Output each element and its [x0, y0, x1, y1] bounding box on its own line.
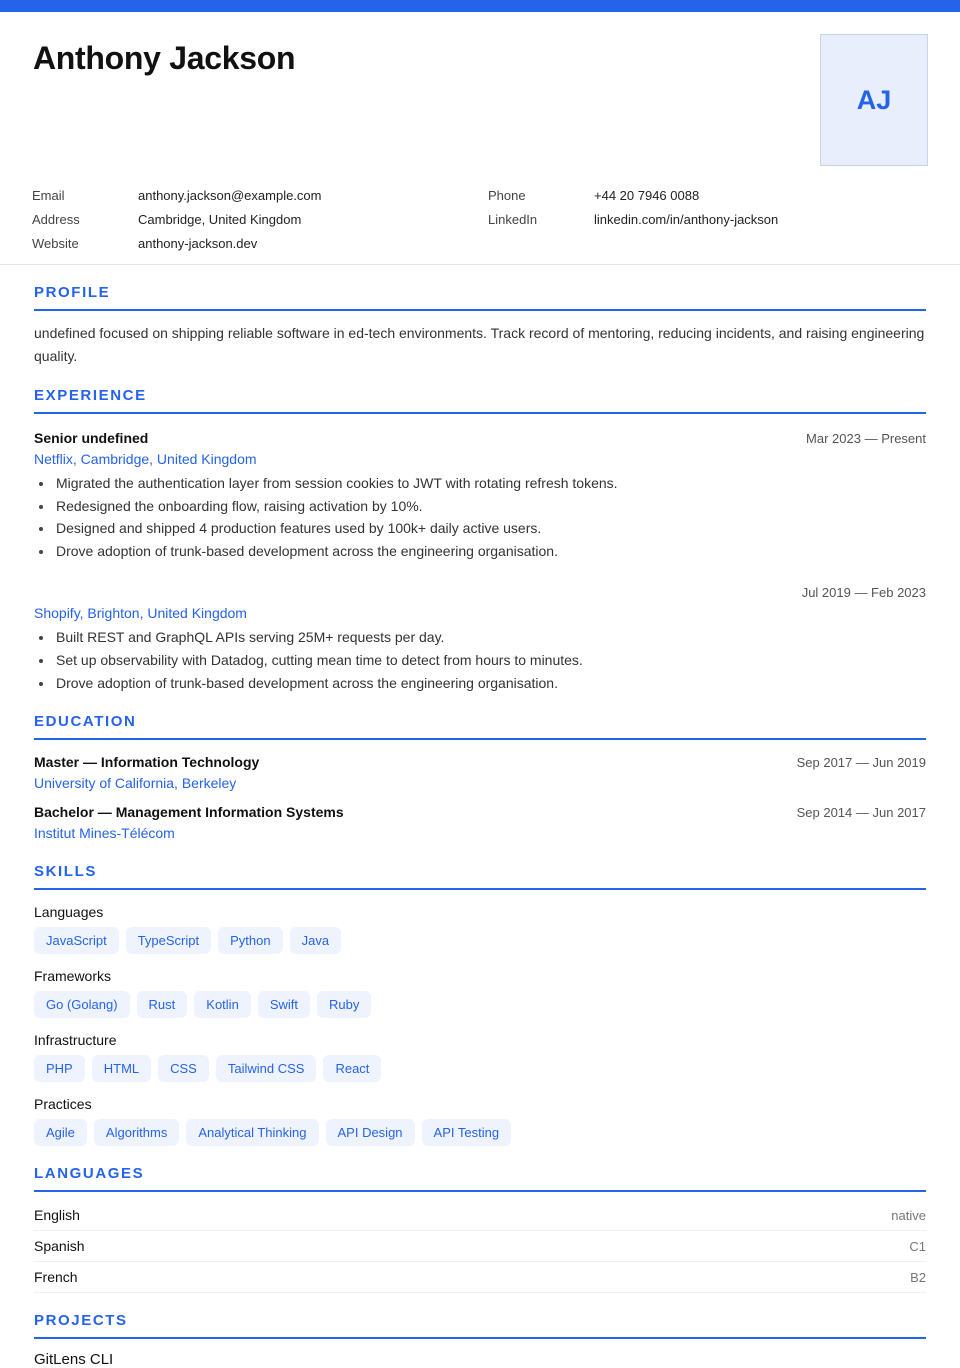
bullet-item: Redesigned the onboarding flow, raising activation by 10%. [34, 495, 926, 518]
contact-value: linkedin.com/in/anthony-jackson [594, 212, 779, 227]
contact-value: anthony-jackson.dev [138, 236, 258, 251]
skill-group-label: Frameworks [34, 968, 112, 985]
bullet-item: Set up observability with Datadog, cutting mean time to detect from hours to minutes. [34, 649, 926, 672]
contact-value: +44 20 7946 0088 [594, 188, 700, 203]
contact-label: Address [32, 212, 80, 227]
degree: Bachelor — Management Information Systems [34, 804, 344, 821]
language-level: B2 [910, 1269, 926, 1285]
skill-chip: API Testing [422, 1119, 512, 1146]
skill-group-label: Languages [34, 904, 104, 921]
school: University of California, Berkeley [34, 775, 237, 792]
job-dates: Mar 2023 — Present [806, 431, 926, 446]
skill-chip: Agile [34, 1119, 87, 1146]
skill-group [34, 902, 926, 954]
avatar: AJ [820, 34, 928, 166]
skill-chip: JavaScript [34, 927, 119, 954]
skill-chip: Go (Golang) [34, 991, 130, 1018]
bullet-item: Drove adoption of trunk-based development across the engineering organisation. [34, 672, 926, 695]
bullet-item: Migrated the authentication layer from session cookies to JWT with rotating refresh tokens. [34, 472, 926, 495]
job-entry [34, 582, 926, 694]
skill-chip: Kotlin [194, 991, 251, 1018]
education-dates: Sep 2014 — Jun 2017 [796, 805, 926, 821]
job-header [34, 428, 926, 449]
skill-chip: API Design [326, 1119, 415, 1146]
candidate-name: Anthony Jackson [33, 40, 296, 76]
job-header [34, 582, 926, 603]
contact-label: Website [32, 236, 79, 251]
contact-row [32, 208, 322, 232]
skill-chip: React [323, 1055, 381, 1082]
skill-chip: Algorithms [94, 1119, 179, 1146]
section-title: EDUCATION [34, 694, 926, 740]
skill-chips [34, 1055, 926, 1082]
language-name: French [34, 1269, 78, 1286]
job-title: Senior undefined [34, 430, 149, 446]
profile-section [34, 265, 926, 368]
education-section [34, 694, 926, 844]
contact-row [32, 232, 322, 256]
section-title: EXPERIENCE [34, 368, 926, 414]
degree: Master — Information Technology [34, 754, 260, 771]
education-header [34, 752, 926, 773]
education-header [34, 802, 926, 823]
skill-chip: Ruby [317, 991, 371, 1018]
education-entry [34, 802, 926, 844]
project-name: GitLens CLI [34, 1351, 114, 1368]
bullet-item: Drove adoption of trunk-based development across the engineering organisation. [34, 540, 926, 563]
contact-row [32, 184, 322, 208]
bullet-item: Built REST and GraphQL APIs serving 25M+ requests per day. [34, 626, 926, 649]
job-bullets [34, 626, 926, 694]
skill-chip: Java [290, 927, 341, 954]
skill-chips [34, 1119, 926, 1146]
contact-left [32, 184, 322, 256]
skill-chips [34, 991, 926, 1018]
contact-label: LinkedIn [488, 212, 538, 227]
contact-value: anthony.jackson@example.com [138, 188, 322, 203]
job-company: Netflix, Cambridge, United Kingdom [34, 451, 257, 467]
skill-chip: TypeScript [126, 927, 211, 954]
contact-row [488, 184, 778, 208]
skill-group-label: Infrastructure [34, 1032, 117, 1049]
languages-section [34, 1146, 926, 1293]
section-title: SKILLS [34, 844, 926, 890]
skill-chips [34, 927, 926, 954]
skill-group-label: Practices [34, 1096, 92, 1113]
contact-label: Phone [488, 188, 526, 203]
skill-group [34, 1094, 926, 1146]
education-dates: Sep 2017 — Jun 2019 [796, 755, 926, 771]
skill-chip: Tailwind CSS [216, 1055, 317, 1082]
skill-group [34, 966, 926, 1018]
school: Institut Mines-Télécom [34, 825, 175, 842]
profile-text: undefined focused on shipping reliable software in ed-tech environments. Track record of mentoring, reducing incidents, and raising engineering quality. [34, 325, 925, 364]
bullet-item: Designed and shipped 4 production features used by 100k+ daily active users. [34, 517, 926, 540]
section-title: PROFILE [34, 265, 926, 311]
contact-label: Email [32, 188, 65, 203]
skill-chip: Swift [258, 991, 310, 1018]
experience-section [34, 368, 926, 694]
language-row [34, 1200, 926, 1231]
language-level: native [891, 1207, 926, 1223]
language-name: Spanish [34, 1238, 85, 1255]
contact-right [488, 184, 778, 232]
resume-body [0, 265, 960, 1368]
language-level: C1 [909, 1238, 926, 1254]
job-company: Shopify, Brighton, United Kingdom [34, 605, 247, 622]
contact-row [488, 208, 778, 232]
language-row [34, 1231, 926, 1262]
language-row [34, 1262, 926, 1293]
top-accent-bar [0, 0, 960, 12]
education-entry [34, 752, 926, 794]
job-entry [34, 428, 926, 562]
skill-chip: HTML [92, 1055, 151, 1082]
section-title: LANGUAGES [34, 1146, 926, 1192]
resume-header [0, 12, 960, 265]
skill-group [34, 1030, 926, 1082]
skill-chip: Python [218, 927, 282, 954]
job-dates: Jul 2019 — Feb 2023 [801, 585, 926, 601]
skill-chip: Analytical Thinking [186, 1119, 318, 1146]
skill-chip: CSS [158, 1055, 209, 1082]
language-name: English [34, 1207, 80, 1224]
contact-value: Cambridge, United Kingdom [138, 212, 302, 227]
skill-chip: Rust [137, 991, 188, 1018]
skills-section [34, 844, 926, 1146]
skill-chip: PHP [34, 1055, 85, 1082]
section-title: PROJECTS [34, 1293, 926, 1339]
projects-section [34, 1293, 926, 1368]
job-bullets [34, 472, 926, 562]
